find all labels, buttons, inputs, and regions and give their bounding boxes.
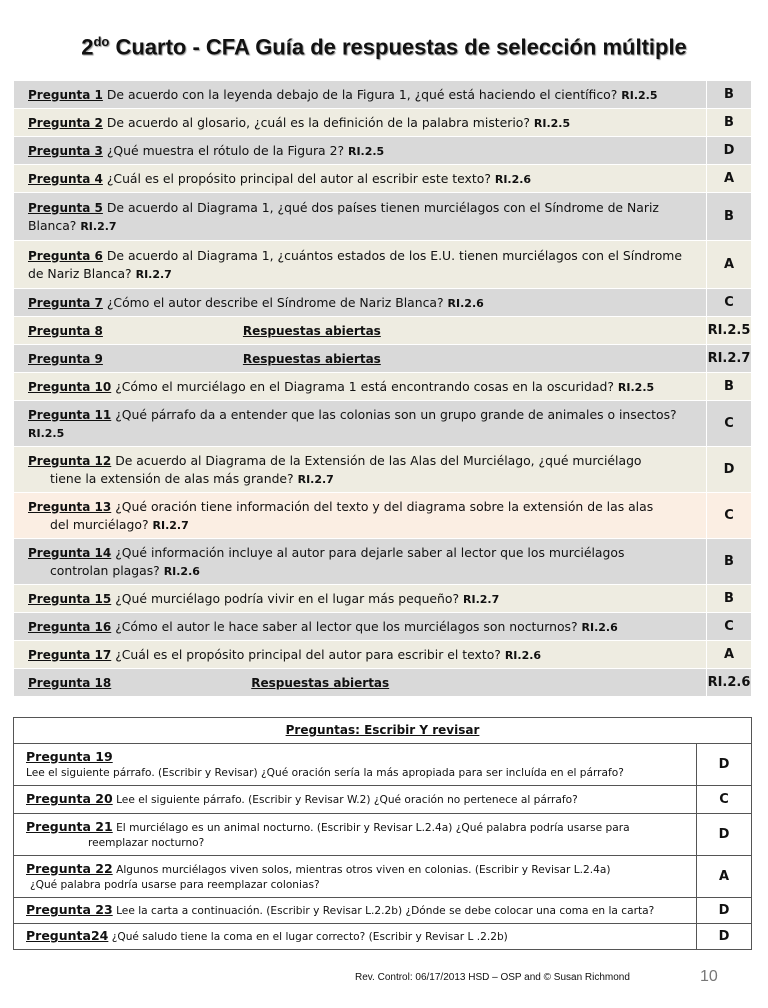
answer-cell: D [697, 744, 752, 786]
table-row: Pregunta 9 Respuestas abiertas RI.2.7 [14, 345, 752, 373]
table-row: Pregunta 6 De acuerdo al Diagrama 1, ¿cuántos estados de los E.U. tienen murciélagos con el Síndrome de Nariz Blanca? RI.2.7 A [14, 241, 752, 289]
table-row: Pregunta 16 ¿Cómo el autor le hace saber al lector que los murciélagos son nocturnos? RI.2.6 C [14, 613, 752, 641]
page-title: $2^{do}$ Cuarto - CFA Guía de respuestas de selección múltiple [81, 34, 687, 60]
section-header: Preguntas: Escribir Y revisar [14, 718, 752, 744]
table-row: Pregunta 10 ¿Cómo el murciélago en el Diagrama 1 está encontrando cosas en la oscuridad? RI.2.5 B [14, 373, 752, 401]
answer-cell: C [707, 493, 752, 539]
answer-cell: B [707, 373, 752, 401]
answer-cell: A [707, 165, 752, 193]
answer-cell: C [707, 613, 752, 641]
table-row: Pregunta 1 De acuerdo con la leyenda debajo de la Figura 1, ¿qué está haciendo el científico? RI.2.5 B [14, 81, 752, 109]
writing-revising-table [13, 717, 752, 950]
table-row: Pregunta 21 El murciélago es un animal nocturno. (Escribir y Revisar L.2.4a) ¿Qué palabra podría usarse para reemplazar nocturno? D [14, 814, 752, 856]
table-row: Pregunta 18 Respuestas abiertas RI.2.6 [14, 669, 752, 697]
answer-cell: D [707, 137, 752, 165]
answer-cell: D [697, 814, 752, 856]
open-response-label: Respuestas abiertas [251, 675, 390, 690]
table-row: Pregunta 15 ¿Qué murciélago podría vivir en el lugar más pequeño? RI.2.7 B [14, 585, 752, 613]
table-row: Pregunta 8 Respuestas abiertas RI.2.5 [14, 317, 752, 345]
table-row: Pregunta 22 Algunos murciélagos viven solos, mientras otros viven en colonias. (Escribir y Revisar L.2.4a) ¿Qué palabra podría usarse para reemplazar colonias? A [14, 856, 752, 898]
answer-cell: B [707, 81, 752, 109]
table-row: Pregunta 19 Lee el siguiente párrafo. (Escribir y Revisar) ¿Qué oración sería la más apropiada para ser incluída en el párrafo? D [14, 744, 752, 786]
table-row: Pregunta 14 ¿Qué información incluye al autor para dejarle saber al lector que los murciélagos controlan plagas? RI.2.6 B [14, 539, 752, 585]
answer-cell: D [707, 447, 752, 493]
table-row: Pregunta 3 ¿Qué muestra el rótulo de la Figura 2? RI.2.5 D [14, 137, 752, 165]
standard-cell: RI.2.7 [707, 345, 752, 373]
table-row: Pregunta 2 De acuerdo al glosario, ¿cuál es la definición de la palabra misterio? RI.2.5 B [14, 109, 752, 137]
table-row: Pregunta 17 ¿Cuál es el propósito principal del autor para escribir el texto? RI.2.6 A [14, 641, 752, 669]
answer-cell: C [697, 786, 752, 814]
table-row: Pregunta 12 De acuerdo al Diagrama de la Extensión de las Alas del Murciélago, ¿qué murciélago tiene la extensión de alas más grande? RI.2.7 D [14, 447, 752, 493]
answer-cell: C [707, 401, 752, 447]
table-row: Pregunta 23 Lee la carta a continuación. (Escribir y Revisar L.2.2b) ¿Dónde se debe colocar una coma en la carta? D [14, 898, 752, 924]
table-row: Pregunta 11 ¿Qué párrafo da a entender que las colonias son un grupo grande de animales o insectos? RI.2.5 C [14, 401, 752, 447]
answer-cell: A [697, 856, 752, 898]
table-row: Pregunta24 ¿Qué saludo tiene la coma en el lugar correcto? (Escribir y Revisar L .2.2b) D [14, 924, 752, 950]
answer-cell: D [697, 924, 752, 950]
table-row: Pregunta 20 Lee el siguiente párrafo. (Escribir y Revisar W.2) ¿Qué oración no pertenece al párrafo? C [14, 786, 752, 814]
answer-cell: B [707, 193, 752, 241]
standard-cell: RI.2.5 [707, 317, 752, 345]
table-row: Pregunta 7 ¿Cómo el autor describe el Síndrome de Nariz Blanca? RI.2.6 C [14, 289, 752, 317]
answer-cell: B [707, 585, 752, 613]
open-response-label: Respuestas abiertas [242, 351, 381, 366]
table-row: Pregunta 13 ¿Qué oración tiene información del texto y del diagrama sobre la extensión de las alas del murciélago? RI.2.7 C [14, 493, 752, 539]
page-number: 10 [700, 968, 718, 985]
footer-text: Rev. Control: 06/17/2013 HSD – OSP and © Susan Richmond [355, 972, 630, 983]
table-row: Pregunta 4 ¿Cuál es el propósito principal del autor al escribir este texto? RI.2.6 A [14, 165, 752, 193]
open-response-label: Respuestas abiertas [242, 323, 381, 338]
answer-cell: D [697, 898, 752, 924]
answer-cell: B [707, 109, 752, 137]
answer-cell: A [707, 641, 752, 669]
standard-cell: RI.2.6 [707, 669, 752, 697]
answer-cell: A [707, 241, 752, 289]
answer-cell: C [707, 289, 752, 317]
answer-cell: B [707, 539, 752, 585]
answer-table [13, 80, 752, 697]
table-row: Pregunta 5 De acuerdo al Diagrama 1, ¿qué dos países tienen murciélagos con el Síndrome de Nariz Blanca? RI.2.7 B [14, 193, 752, 241]
